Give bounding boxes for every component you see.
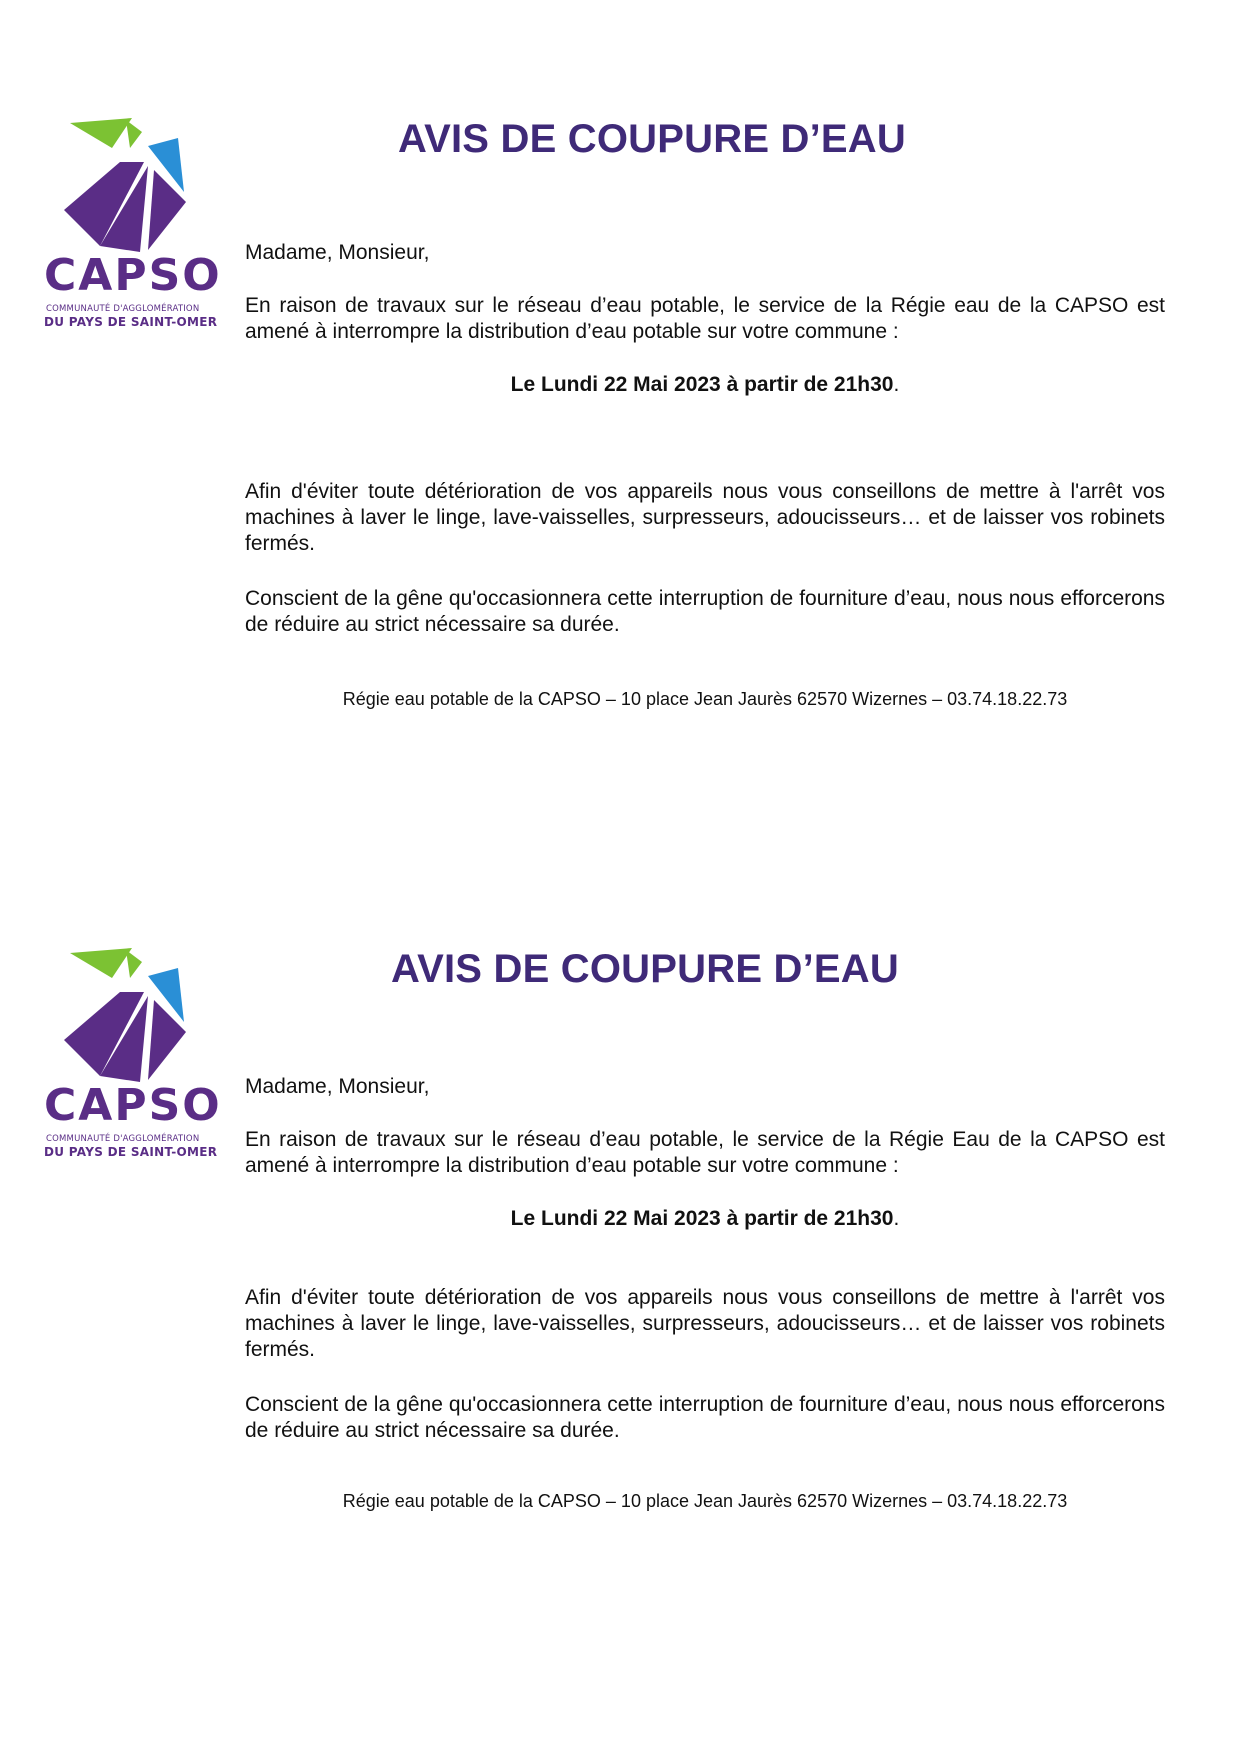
contact-footer: Régie eau potable de la CAPSO – 10 place Jean Jaurès 62570 Wizernes – 03.74.18.22.73 [342,689,1068,709]
apology-paragraph: Conscient de la gêne qu'occasionnera cette interruption de fourniture d’eau, nous nous efforcerons de réduire au strict nécessaire sa durée. [245,1393,1165,1442]
capso-logo [40,118,222,338]
logo-brand: CAPSO [44,1080,222,1131]
notice-1 [0,0,1241,760]
capso-logo-mark-icon [60,118,190,252]
outage-date-end: . [893,1207,900,1230]
capso-logo-mark-icon [60,948,190,1082]
intro-paragraph: En raison de travaux sur le réseau d’eau potable, le service de la Régie eau de la CAPSO est amené à interrompre la distribution d’eau potable sur votre commune : [245,294,1165,343]
outage-date-end: . [893,373,900,396]
advice-paragraph: Afin d'éviter toute détérioration de vos appareils nous vous conseillons de mettre à l'arrêt vos machines à laver le linge, lave-vaisselles, surpresseurs, adoucisseurs… et de laisser vos robinets fermés. [245,480,1165,555]
notice-title: AVIS DE COUPURE D’EAU [391,947,899,991]
outage-date-bold: Le Lundi 22 Mai 2023 à partir de 21h30 [510,1207,894,1230]
advice-paragraph: Afin d'éviter toute détérioration de vos appareils nous vous conseillons de mettre à l'arrêt vos machines à laver le linge, lave-vaisselles, surpresseurs, adoucisseurs… et de laisser vos robinets fermés. [245,1286,1165,1361]
logo-line-2: DU PAYS DE SAINT-OMER [44,315,218,329]
logo-line-1: COMMUNAUTÉ D'AGGLOMÉRATION [46,1134,200,1144]
outage-date-bold: Le Lundi 22 Mai 2023 à partir de 21h30 [510,373,894,396]
salutation: Madame, Monsieur, [245,1075,430,1098]
logo-brand: CAPSO [44,250,222,301]
notice-title: AVIS DE COUPURE D’EAU [398,117,906,161]
apology-paragraph: Conscient de la gêne qu'occasionnera cette interruption de fourniture d’eau, nous nous efforcerons de réduire au strict nécessaire sa durée. [245,587,1165,636]
outage-date [245,372,1165,398]
salutation: Madame, Monsieur, [245,241,430,264]
logo-line-2: DU PAYS DE SAINT-OMER [44,1145,218,1159]
capso-logo [40,948,222,1168]
intro-paragraph: En raison de travaux sur le réseau d’eau potable, le service de la Régie Eau de la CAPSO est amené à interrompre la distribution d’eau potable sur votre commune : [245,1128,1165,1177]
notice-2 [0,830,1241,1590]
contact-footer: Régie eau potable de la CAPSO – 10 place Jean Jaurès 62570 Wizernes – 03.74.18.22.73 [342,1491,1068,1511]
logo-line-1: COMMUNAUTÉ D'AGGLOMÉRATION [46,304,200,314]
outage-date [245,1206,1165,1232]
